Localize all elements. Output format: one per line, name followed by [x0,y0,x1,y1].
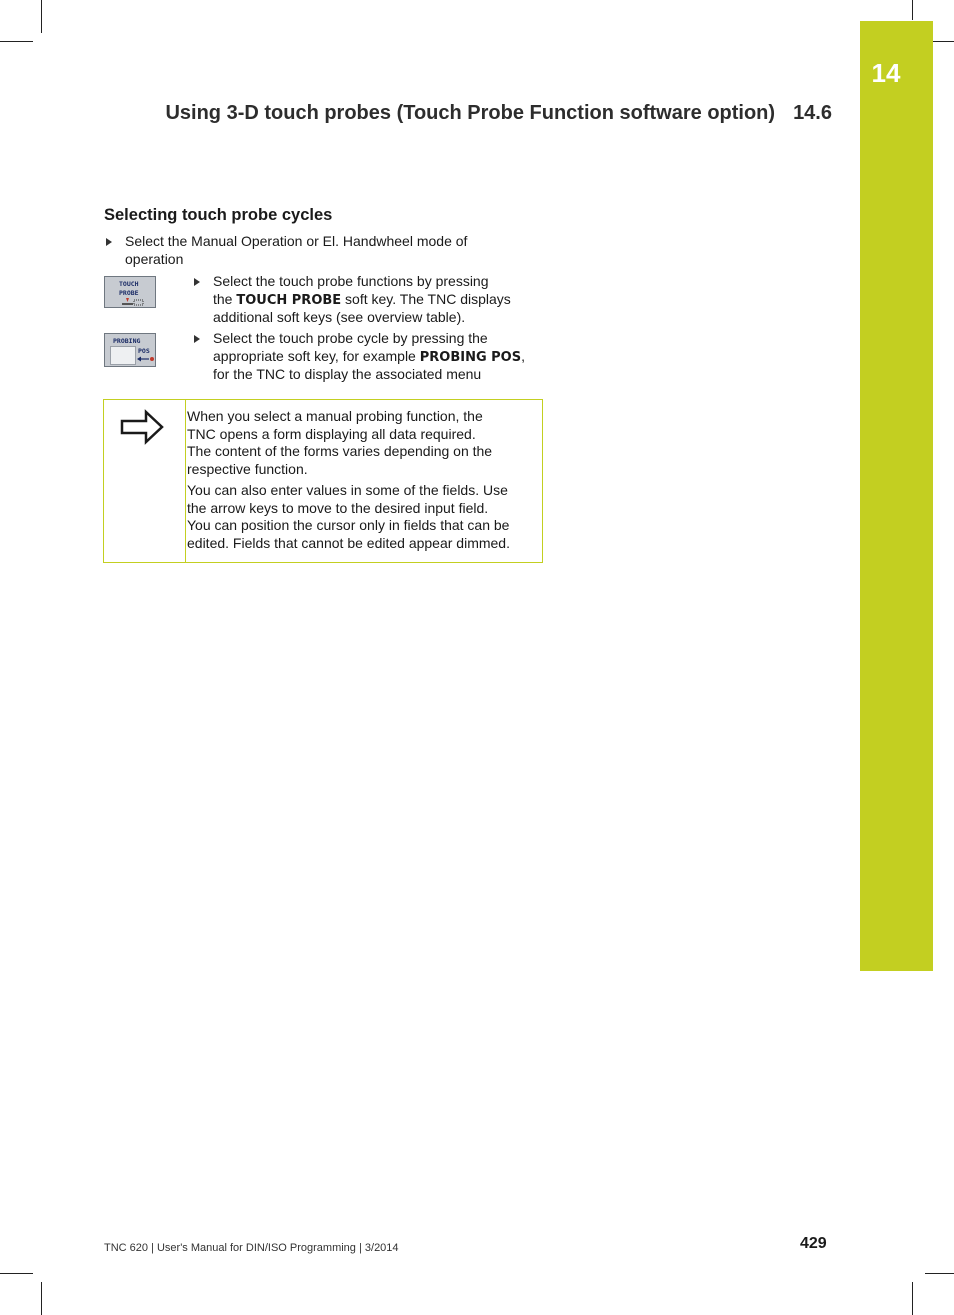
step-touch-probe [194,273,534,327]
softkey-label: TOUCH [119,280,139,288]
step-line: operation [125,250,184,267]
step-line: Select the touch probe cycle by pressing the [213,330,488,346]
note-line: respective function. [187,460,308,477]
softkey-label: PROBING [113,337,141,345]
crop-mark [41,1282,42,1315]
chapter-tab [860,21,933,971]
note-box [103,399,543,563]
step-line-text: appropriate soft key, for example [213,347,420,364]
touch-probe-softkey[interactable] [104,276,156,308]
softkey-field [110,346,136,365]
note-divider [185,400,186,563]
note-line: When you select a manual probing function, the [187,408,483,424]
step-line [213,348,525,367]
crop-mark [0,1273,33,1274]
probing-pos-softkey[interactable] [104,333,156,367]
step-line: for the TNC to display the associated menu [213,366,482,383]
note-line: You can also enter values in some of the fields. Use [187,482,508,498]
arrow-left-icon [137,355,155,363]
crop-mark [912,1282,913,1315]
triangle-bullet-icon [194,335,200,343]
crop-mark [41,0,42,33]
triangle-bullet-icon [106,238,112,246]
note-line: TNC opens a form displaying all data required. [187,425,476,442]
arrow-right-outline-icon [120,409,164,445]
crop-mark [0,41,33,42]
step-probing-pos [194,330,534,384]
triangle-bullet-icon [194,278,200,286]
softkey-label: POS [138,347,150,355]
section-title: Selecting touch probe cycles [104,206,333,224]
note-line: edited. Fields that cannot be edited appear dimmed. [187,534,510,551]
note-line: You can position the cursor only in fields that can be [187,517,510,534]
header-section-number: 14.6 [793,102,832,124]
step-line [213,291,511,310]
page-number: 429 [800,1235,827,1252]
note-paragraph [187,482,537,552]
chapter-number: 14 [871,58,901,88]
step-select-mode [106,233,526,269]
softkey-name: TOUCH PROBE [236,292,342,308]
step-line: Select the touch probe functions by pressing [213,273,489,289]
crop-mark [925,1273,954,1274]
softkey-label: PROBE [119,289,139,297]
note-line: the arrow keys to move to the desired input field. [187,499,489,516]
footer-text: TNC 620 | User's Manual for DIN/ISO Programming | 3/2014 [104,1242,399,1254]
crop-mark [912,0,913,20]
note-paragraph [187,408,537,478]
softkey-name: PROBING POS [419,349,522,365]
step-line: Select the Manual Operation or El. Handwheel mode of [125,233,468,249]
step-line-text: the [213,290,237,307]
header-title: Using 3-D touch probes (Touch Probe Function software option) [165,102,776,124]
probe-icon [119,297,145,307]
step-line-text: , [521,347,525,364]
step-line-text: soft key. The TNC displays [341,290,511,307]
note-line: The content of the forms varies depending on the [187,443,493,460]
step-line: additional soft keys (see overview table). [213,309,466,326]
running-header [165,102,832,125]
